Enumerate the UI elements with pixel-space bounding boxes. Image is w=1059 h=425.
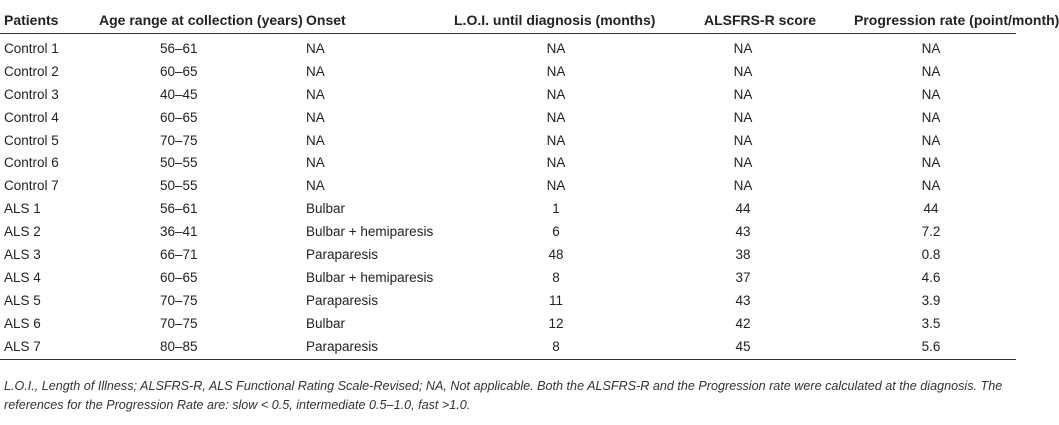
header-patients: Patients (0, 6, 99, 34)
cell-patient: ALS 1 (4, 201, 41, 217)
cell-age-range: 70–75 (160, 292, 198, 308)
table-row (0, 312, 1016, 335)
cell-loi: 1 (552, 201, 560, 217)
cell-alsfrs-score: 43 (735, 292, 751, 308)
cell-loi: 12 (548, 315, 564, 331)
cell-age-range: 80–85 (99, 335, 306, 360)
table-row (0, 34, 1016, 60)
cell-onset: Bulbar + hemiparesis (306, 224, 434, 240)
cell-age-range: 60–65 (160, 109, 198, 125)
cell-loi: 8 (552, 269, 560, 285)
table-row (0, 83, 1016, 106)
cell-progression-rate: NA (921, 63, 941, 79)
cell-alsfrs-score: NA (733, 155, 753, 171)
table-row (0, 266, 1016, 289)
cell-alsfrs-score: 37 (735, 269, 751, 285)
cell-onset: Paraparesis (306, 335, 454, 360)
cell-age-range: 66–71 (160, 246, 198, 262)
header-age-range: Age range at collection (years) (99, 6, 306, 34)
cell-progression-rate: 3.9 (921, 292, 941, 308)
table-row (0, 243, 1016, 266)
cell-loi: NA (546, 40, 566, 56)
cell-progression-rate: NA (921, 86, 941, 102)
cell-age-range: 40–45 (160, 86, 198, 102)
cell-progression-rate: 0.8 (921, 246, 941, 262)
cell-progression-rate: 3.5 (921, 315, 941, 331)
cell-progression-rate: NA (921, 178, 941, 194)
cell-progression-rate: 5.6 (854, 335, 1016, 360)
patients-table (0, 6, 1059, 360)
cell-loi: 6 (552, 224, 560, 240)
cell-loi: NA (546, 86, 566, 102)
cell-progression-rate: 4.6 (921, 269, 941, 285)
cell-age-range: 70–75 (160, 315, 198, 331)
table-row (0, 151, 1016, 174)
table-row (0, 60, 1016, 83)
cell-patient: ALS 5 (4, 292, 41, 308)
cell-patient: Control 2 (4, 63, 59, 79)
cell-loi: 48 (548, 246, 564, 262)
cell-patient: ALS 4 (4, 269, 41, 285)
cell-progression-rate: NA (921, 132, 941, 148)
cell-alsfrs-score: NA (733, 40, 753, 56)
table-row (0, 106, 1016, 129)
cell-patient: Control 3 (4, 86, 59, 102)
cell-onset: NA (306, 109, 325, 125)
cell-alsfrs-score: NA (733, 86, 753, 102)
cell-age-range: 56–61 (160, 201, 198, 217)
cell-onset: Bulbar + hemiparesis (306, 269, 434, 285)
header-alsfrs-score: ALSFRS-R score (704, 6, 854, 34)
cell-alsfrs-score: NA (733, 178, 753, 194)
cell-loi: NA (546, 155, 566, 171)
cell-patient: Control 6 (4, 155, 59, 171)
cell-onset: Paraparesis (306, 292, 379, 308)
cell-age-range: 60–65 (160, 269, 198, 285)
table-header (0, 6, 1059, 34)
cell-patient: Control 7 (4, 178, 59, 194)
table-body (0, 34, 1016, 360)
cell-age-range: 50–55 (160, 178, 198, 194)
header-progression-rate: Progression rate (point/month) (854, 6, 1016, 34)
cell-age-range: 50–55 (160, 155, 198, 171)
cell-loi: 11 (548, 292, 563, 308)
cell-progression-rate: NA (921, 155, 941, 171)
header-onset: Onset (306, 6, 454, 34)
cell-progression-rate: NA (921, 40, 941, 56)
cell-patient: ALS 7 (0, 335, 99, 360)
table-row (0, 129, 1016, 152)
cell-loi: NA (546, 109, 566, 125)
cell-patient: ALS 3 (4, 246, 41, 262)
cell-alsfrs-score: NA (733, 63, 753, 79)
table-row (0, 197, 1016, 220)
cell-onset: NA (306, 86, 325, 102)
table-row (0, 220, 1016, 243)
cell-onset: NA (306, 155, 325, 171)
cell-onset: NA (306, 132, 325, 148)
cell-alsfrs-score: 38 (735, 246, 751, 262)
cell-patient: ALS 6 (4, 315, 41, 331)
cell-alsfrs-score: 45 (704, 335, 854, 360)
cell-progression-rate: 7.2 (921, 224, 941, 240)
cell-onset: NA (306, 178, 325, 194)
cell-loi: NA (546, 178, 566, 194)
cell-onset: Paraparesis (306, 246, 379, 262)
cell-loi: NA (546, 63, 566, 79)
cell-patient: Control 1 (4, 40, 59, 56)
cell-loi: NA (546, 132, 566, 148)
cell-patient: Control 5 (4, 132, 59, 148)
table-row (0, 174, 1016, 197)
table-row (0, 289, 1016, 312)
cell-age-range: 56–61 (160, 40, 198, 56)
cell-onset: Bulbar (306, 315, 346, 331)
cell-progression-rate: NA (921, 109, 941, 125)
cell-alsfrs-score: NA (733, 109, 753, 125)
header-loi: L.O.I. until diagnosis (months) (454, 6, 704, 34)
cell-onset: NA (306, 63, 325, 79)
cell-progression-rate: 44 (923, 201, 939, 217)
cell-alsfrs-score: 42 (735, 315, 751, 331)
cell-loi: 8 (454, 335, 704, 360)
cell-patient: Control 4 (4, 109, 59, 125)
cell-age-range: 70–75 (160, 132, 198, 148)
table-row (0, 335, 1016, 360)
cell-onset: NA (306, 40, 325, 56)
cell-alsfrs-score: 43 (735, 224, 751, 240)
table-footnote: L.O.I., Length of Illness; ALSFRS-R, ALS Functional Rating Scale-Revised; NA, Not applicable. Both the ALSFRS-R and the Progression rate were calculated at the diagnosis. The references for the Progression Rate are: slow < 0.5, intermediate 0.5–1.0, fast >1.0. (4, 379, 1003, 412)
cell-age-range: 60–65 (160, 63, 198, 79)
cell-age-range: 36–41 (160, 224, 198, 240)
cell-alsfrs-score: NA (733, 132, 753, 148)
cell-alsfrs-score: 44 (735, 201, 751, 217)
cell-onset: Bulbar (306, 201, 346, 217)
header-row (0, 6, 1016, 34)
cell-patient: ALS 2 (4, 224, 41, 240)
